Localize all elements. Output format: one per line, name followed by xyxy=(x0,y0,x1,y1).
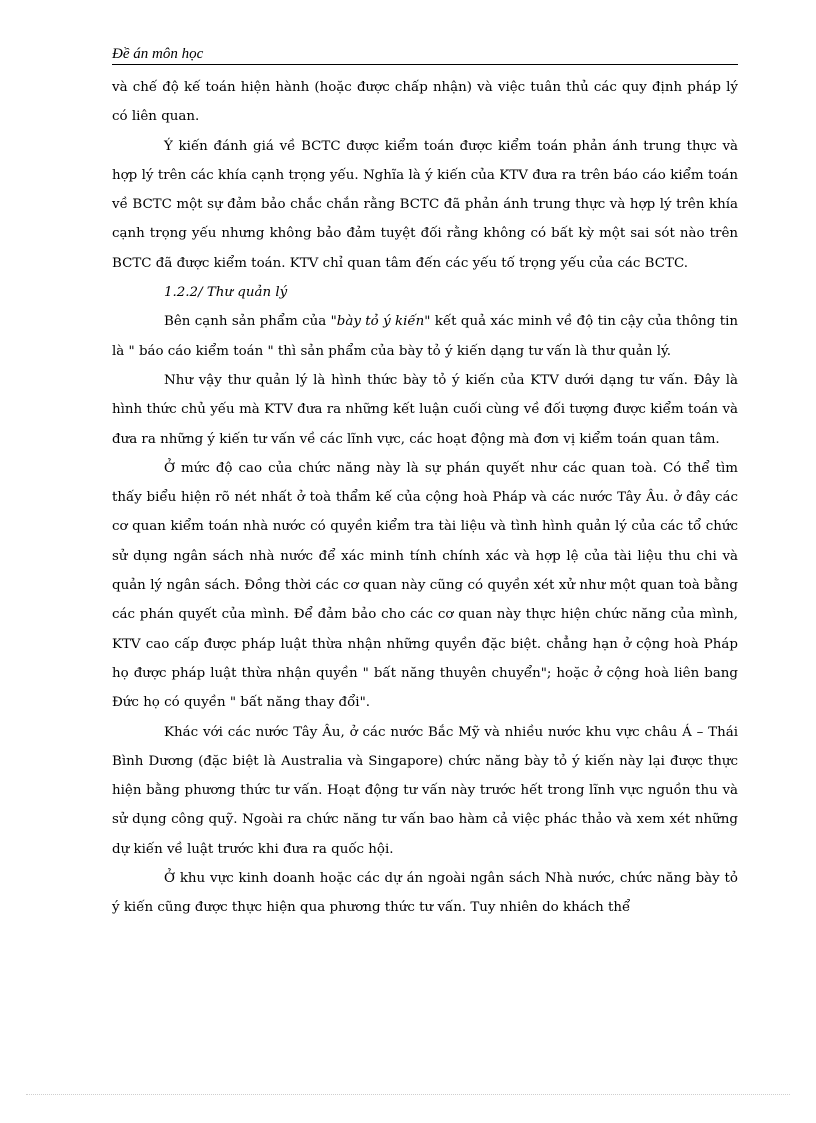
paragraph-management-letter-definition: Như vậy thư quản lý là hình thức bày tỏ ý kiến của KTV dưới dạng tư vấn. Đây là hình thức chủ yếu mà KTV đưa ra những kết luận cuối cùng về đối tượng được kiểm toán và đưa ra những ý kiến tư vấn về các lĩnh vực, các hoạt động mà đơn vị kiểm toán quan tâm. xyxy=(112,372,738,447)
paragraph-advisory-function: Khác với các nước Tây Âu, ở các nước Bắc Mỹ và nhiều nước khu vực châu Á – Thái Bình Dương (đặc biệt là Australia và Singapore) chức năng bày tỏ ý kiến này lại được thực hiện bằng phương thức tư vấn. Hoạt động tư vấn này trước hết trong lĩnh vực nguồn thu và sử dụng công quỹ. Ngoài ra chức năng tư vấn bao hàm cả việc phác thảo và xem xét những dự kiến về luật trước khi đưa ra quốc hội. xyxy=(112,724,738,857)
page-header-title: Đề án môn học xyxy=(112,46,204,62)
section-heading-management-letter: 1.2.2/ Thư quản lý xyxy=(164,285,288,301)
emphasis-text: bày tỏ ý kiến xyxy=(336,314,425,330)
paragraph-business-sector: Ở khu vực kinh doanh hoặc các dự án ngoài ngân sách Nhà nước, chức năng bày tỏ ý kiến cũng được thực hiện qua phương thức tư vấn. Tuy nhiên do khách thể xyxy=(112,871,738,916)
text-segment: " kết quả xác minh về độ tin cậy của thông tin là " báo cáo kiểm toán " thì sản phẩm của bày tỏ ý kiến dạng tư vấn là thư quản lý. xyxy=(112,314,739,359)
footer-divider xyxy=(26,1094,790,1095)
paragraph-continuation: và chế độ kế toán hiện hành (hoặc được chấp nhận) và việc tuân thủ các quy định pháp lý có liên quan. xyxy=(112,80,738,125)
paragraph-judicial-function: Ở mức độ cao của chức năng này là sự phán quyết như các quan toà. Có thể tìm thấy biểu hiện rõ nét nhất ở toà thẩm kế của cộng hoà Pháp và các nước Tây Âu. ở đây các cơ quan kiểm toán nhà nước có quyền kiểm tra tài liệu và tình hình quản lý của các tổ chức sử dụng ngân sách nhà nước để xác minh tính chính xác và hợp lệ của tài liệu thu chi và quản lý ngân sách. Đồng thời các cơ quan này cũng có quyền xét xử như một quan toà bằng các phán quyết của mình. Để đảm bảo cho các cơ quan này thực hiện chức năng của mình, KTV cao cấp được pháp luật thừa nhận những quyền đặc biệt. chẳng hạn ở cộng hoà Pháp họ được pháp luật thừa nhận quyền " bất năng thuyên chuyển"; hoặc ở cộng hoà liên bang Đức họ có quyền " bất năng thay đổi". xyxy=(112,460,738,711)
paragraph-management-letter-intro xyxy=(112,307,738,366)
paragraph-audit-opinion: Ý kiến đánh giá về BCTC được kiểm toán được kiểm toán phản ánh trung thực và hợp lý trên các khía cạnh trọng yếu. Nghĩa là ý kiến của KTV đưa ra trên báo cáo kiểm toán về BCTC một sự đảm bảo chắc chắn rằng BCTC đã phản ánh trung thực và hợp lý trên khía cạnh trọng yếu nhưng không bảo đảm tuyệt đối rằng không có bất kỳ một sai sót nào trên BCTC đã được kiểm toán. KTV chỉ quan tâm đến các yếu tố trọng yếu của các BCTC. xyxy=(112,138,738,271)
text-segment: Bên cạnh sản phẩm của " xyxy=(164,314,337,330)
header-divider xyxy=(112,64,738,65)
document-body xyxy=(112,73,738,923)
